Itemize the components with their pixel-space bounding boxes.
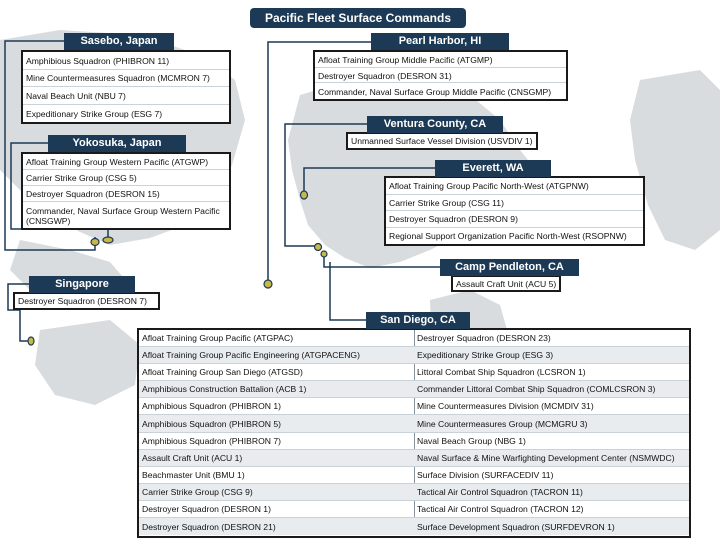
header-san-diego: San Diego, CA <box>366 312 470 329</box>
unit-singapore-1: Destroyer Squadron (DESRON 7) <box>18 296 147 306</box>
unit-san-diego-left-9: Beachmaster Unit (BMU 1) <box>139 467 414 484</box>
unit-everett-2: Carrier Strike Group (CSG 11) <box>386 195 643 212</box>
box-everett <box>384 176 645 246</box>
connector-san-diego <box>330 262 366 320</box>
unit-san-diego-right-9: Surface Division (SURFACEDIV 11) <box>414 467 689 484</box>
header-singapore: Singapore <box>29 276 135 293</box>
unit-san-diego-left-6: Amphibious Squadron (PHIBRON 5) <box>139 415 414 432</box>
header-everett: Everett, WA <box>435 160 551 177</box>
unit-yokosuka-1: Afloat Training Group Western Pacific (ATGWP) <box>23 154 229 170</box>
unit-san-diego-left-7: Amphibious Squadron (PHIBRON 7) <box>139 433 414 450</box>
unit-yokosuka-4: Commander, Naval Surface Group Western Pacific (CNSGWP) <box>26 205 220 226</box>
unit-san-diego-right-10: Tactical Air Control Squadron (TACRON 11) <box>414 484 689 501</box>
header-sasebo: Sasebo, Japan <box>64 33 174 50</box>
unit-yokosuka-3: Destroyer Squadron (DESRON 15) <box>23 186 229 202</box>
location-dot-ventura <box>315 244 322 251</box>
unit-sasebo-3: Naval Beach Unit (NBU 7) <box>23 87 229 105</box>
unit-san-diego-right-8: Naval Surface & Mine Warfighting Development Center (NSMWDC) <box>414 450 689 467</box>
unit-san-diego-right-2: Expeditionary Strike Group (ESG 3) <box>414 347 689 364</box>
unit-san-diego-right-12: Surface Development Squadron (SURFDEVRON 1) <box>414 518 689 535</box>
unit-camp-pendleton-1: Assault Craft Unit (ACU 5) <box>456 278 557 289</box>
unit-yokosuka-2: Carrier Strike Group (CSG 5) <box>23 170 229 186</box>
box-yokosuka <box>21 152 231 230</box>
box-ventura <box>346 132 538 150</box>
location-dot-singapore <box>28 337 34 345</box>
box-san-diego <box>137 328 691 538</box>
unit-san-diego-left-1: Afloat Training Group Pacific (ATGPAC) <box>139 330 414 347</box>
box-sasebo <box>21 50 231 124</box>
unit-pearl-harbor-2: Destroyer Squadron (DESRON 31) <box>315 68 566 84</box>
header-ventura: Ventura County, CA <box>367 116 503 133</box>
unit-san-diego-right-3: Littoral Combat Ship Squadron (LCSRON 1) <box>414 364 689 381</box>
unit-san-diego-right-6: Mine Countermeasures Group (MCMGRU 3) <box>414 415 689 432</box>
unit-san-diego-right-4: Commander Littoral Combat Ship Squadron (COMLCSRON 3) <box>414 381 689 398</box>
unit-san-diego-left-2: Afloat Training Group Pacific Engineering (ATGPACENG) <box>139 347 414 364</box>
unit-san-diego-left-8: Assault Craft Unit (ACU 1) <box>139 450 414 467</box>
unit-san-diego-left-3: Afloat Training Group San Diego (ATGSD) <box>139 364 414 381</box>
unit-san-diego-left-11: Destroyer Squadron (DESRON 1) <box>139 501 414 518</box>
unit-pearl-harbor-1: Afloat Training Group Middle Pacific (ATGMP) <box>315 52 566 68</box>
header-yokosuka: Yokosuka, Japan <box>48 135 186 152</box>
location-dot-sasebo <box>91 239 99 246</box>
unit-sasebo-2: Mine Countermeasures Squadron (MCMRON 7) <box>23 70 229 88</box>
box-singapore <box>13 292 160 310</box>
location-dot-everett <box>301 191 308 199</box>
location-dot-camp-pendleton <box>321 251 327 257</box>
unit-sasebo-4: Expeditionary Strike Group (ESG 7) <box>26 108 163 119</box>
san-diego-left-column <box>139 330 415 535</box>
unit-san-diego-right-11: Tactical Air Control Squadron (TACRON 12) <box>414 501 689 518</box>
unit-san-diego-left-10: Carrier Strike Group (CSG 9) <box>139 484 414 501</box>
unit-san-diego-right-1: Destroyer Squadron (DESRON 23) <box>414 330 689 347</box>
header-camp-pendleton: Camp Pendleton, CA <box>440 259 579 276</box>
unit-san-diego-right-7: Naval Beach Group (NBG 1) <box>414 433 689 450</box>
san-diego-right-column <box>414 330 689 535</box>
connector-camp-pendleton <box>324 253 440 267</box>
unit-everett-4: Regional Support Organization Pacific North-West (RSOPNW) <box>389 231 627 242</box>
unit-san-diego-left-4: Amphibious Construction Battalion (ACB 1) <box>139 381 414 398</box>
unit-everett-3: Destroyer Squadron (DESRON 9) <box>386 211 643 228</box>
location-dot-yokosuka <box>103 237 113 243</box>
location-dot-pearl-harbor <box>264 280 272 288</box>
unit-pearl-harbor-3: Commander, Naval Surface Group Middle Pacific (CNSGMP) <box>318 86 552 97</box>
diagram-title: Pacific Fleet Surface Commands <box>250 8 466 28</box>
unit-san-diego-left-12: Destroyer Squadron (DESRON 21) <box>139 518 414 535</box>
unit-san-diego-left-5: Amphibious Squadron (PHIBRON 1) <box>139 398 414 415</box>
header-pearl-harbor: Pearl Harbor, HI <box>371 33 509 50</box>
unit-everett-1: Afloat Training Group Pacific North-West (ATGPNW) <box>386 178 643 195</box>
unit-ventura-1: Unmanned Surface Vessel Division (USVDIV 1) <box>351 136 533 146</box>
box-camp-pendleton <box>451 275 561 292</box>
box-pearl-harbor <box>313 50 568 101</box>
unit-sasebo-1: Amphibious Squadron (PHIBRON 11) <box>23 52 229 70</box>
unit-san-diego-right-5: Mine Countermeasures Division (MCMDIV 31) <box>414 398 689 415</box>
